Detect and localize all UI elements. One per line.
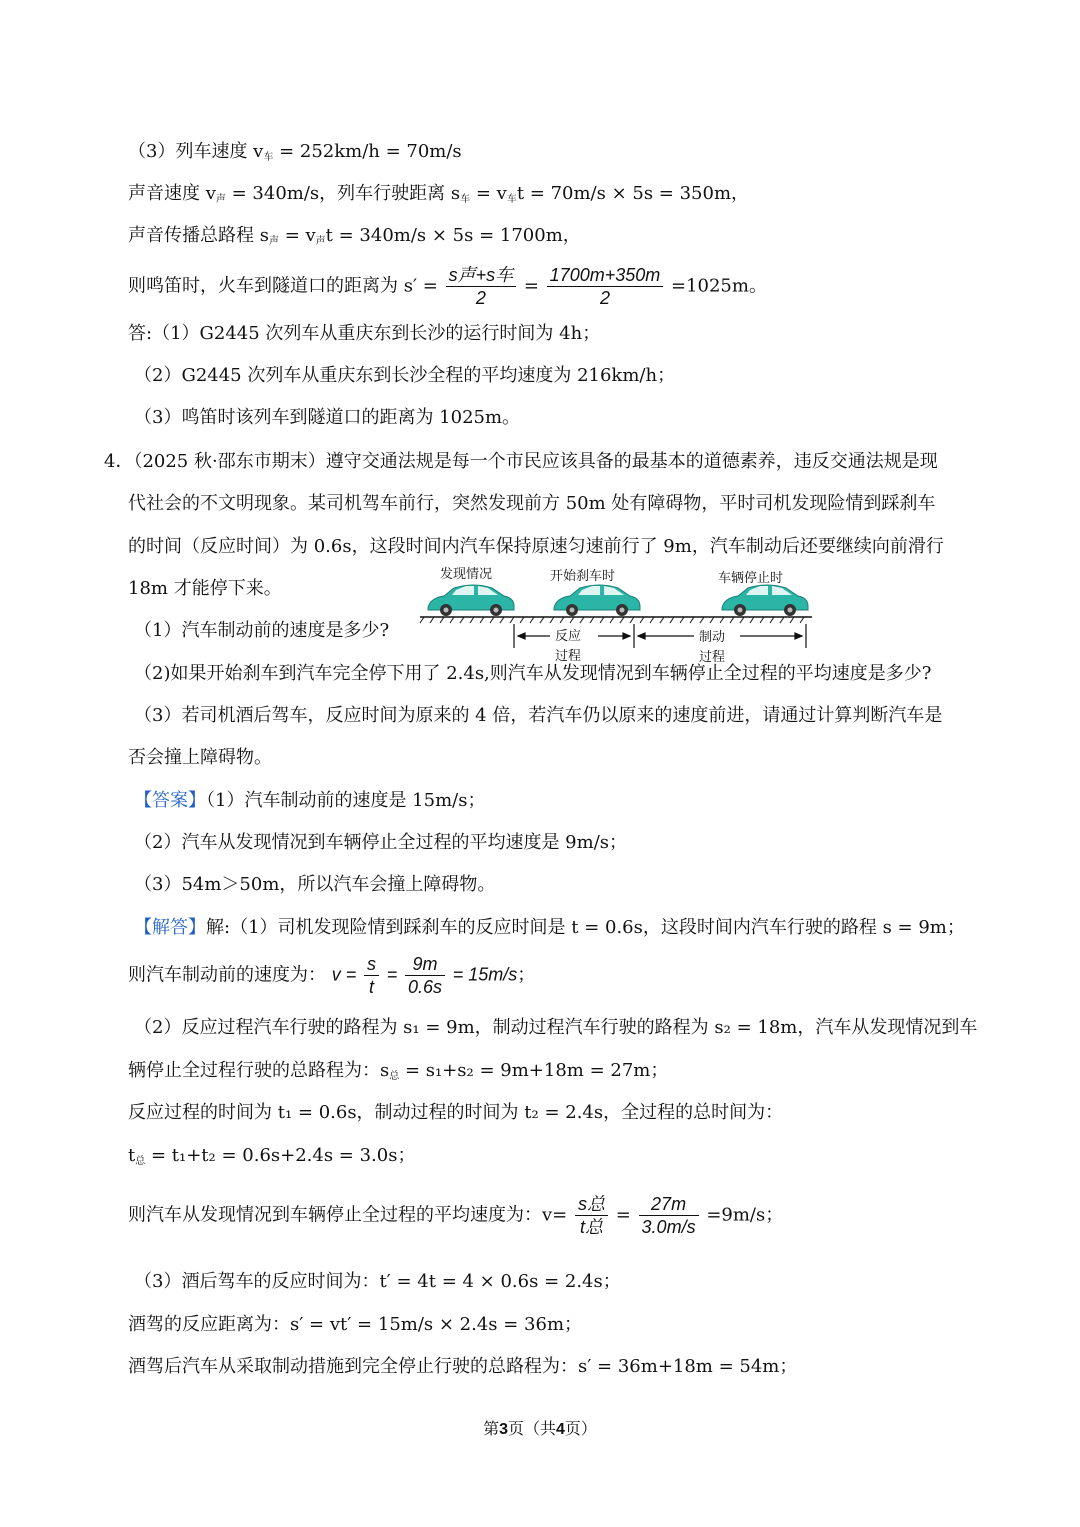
answer-summary-3: （3）鸣笛时该列车到隧道口的距离为 1025m。: [134, 407, 521, 428]
car-icon: [722, 585, 808, 616]
question-4-line-3: 的时间（反应时间）为 0.6s，这段时间内汽车保持原速匀速前行了 9m，汽车制动后还要继续向前滑行: [128, 536, 944, 557]
fraction-s-total-over-t-total: $\frac{\text{s总}}{\text{t总}}$: [575, 1193, 608, 1238]
label-start-braking: 开始刹车时: [550, 569, 616, 584]
question-4-line-4: 18m 才能停下来。: [128, 578, 282, 599]
solution-line-5: 反应过程的时间为 t₁ = 0.6s，制动过程的时间为 t₂ = 2.4s，全过程的总时间为：: [128, 1102, 784, 1123]
solution-line-sound-speed: 声音速度 $v_声 = 340m/s$，列车行驶距离 $s_车 = v_车t = 70m/s \times 5s = 350m$，: [128, 183, 750, 205]
answer-tag: 【答案】: [134, 790, 206, 811]
solution-line-7: 则汽车从发现情况到车辆停止全过程的平均速度为：v= $\frac{\text{s总}}{\text{t总}}$ = $\frac{27m}{3.0m/s}$ =9m/s；: [128, 1194, 784, 1237]
answer-line-1: 【答案】（1）汽车制动前的速度是 15m/s；: [134, 790, 486, 811]
page-number: 3: [499, 1421, 508, 1438]
solution-line-3: （2）反应过程汽车行驶的路程为 s₁ = 9m，制动过程汽车行驶的路程为 s₂ = 18m，汽车从发现情况到车: [134, 1017, 978, 1038]
answer-summary-2: （2）G2445 次列车从重庆东到长沙全程的平均速度为 216km/h；: [134, 365, 676, 386]
car-icon: [428, 585, 514, 616]
question-4-sub-3b: 否会撞上障碍物。: [128, 747, 272, 768]
solution-line-9: 酒驾的反应距离为：s′ = vt′ = 15m/s × 2.4s = 36m；: [128, 1314, 583, 1335]
question-4-sub-3a: （3）若司机酒后驾车，反应时间为原来的 4 倍，若汽车仍以原来的速度前进，请通过计算判断汽车是: [134, 705, 943, 726]
question-4-line-1: 4．（2025 秋·邵东市期末）遵守交通法规是每一个市民应该具备的最基本的道德素养，违反交通法规是现: [104, 451, 938, 472]
label-car-stopped: 车辆停止时: [718, 571, 784, 586]
fraction-9m-over-06s: $\frac{9m}{0.6s}$: [405, 953, 445, 998]
solution-line-sound-distance: 声音传播总路程 $s_声 = v_声t = 340m/s \times 5s = 1700m$，: [128, 225, 581, 247]
road-surface: [420, 617, 812, 623]
question-4-sub-2: （2)如果开始刹车到汽车完全停下用了 2.4s,则汽车从发现情况到车辆停止全过程的平均速度是多少?: [134, 663, 932, 684]
solution-line-2: 则汽车制动前的速度为： v = $\frac{s}{t}$ = $\frac{9m}{0.6s}$ = 15m/s；: [128, 954, 536, 997]
solution-tag: 【解答】: [134, 917, 206, 938]
car-icon: [554, 585, 640, 616]
question-4-sub-1: （1）汽车制动前的速度是多少?: [134, 620, 390, 641]
page-total: 4: [556, 1421, 565, 1438]
fraction-s-over-t: $\frac{s}{t}$: [364, 953, 379, 998]
fraction-sound-plus-train: $\frac{\text{s声+s车}}{2}$: [446, 264, 517, 309]
solution-line-6: $t_总 = t_1+t_2 = 0.6s+2.4s = 3.0s$；: [128, 1145, 416, 1167]
solution-line-10: 酒驾后汽车从采取制动措施到完全停止行驶的总路程为：s′ = 36m+18m = 54m；: [128, 1356, 798, 1377]
answer-line-2: （2）汽车从发现情况到车辆停止全过程的平均速度是 9m/s；: [134, 832, 627, 853]
solution-line-distance-formula: 则鸣笛时，火车到隧道口的距离为 s′ = $\frac{\text{s声+s车}}{2}$ = $\frac{1700m+350m}{2}$ =1025m。: [128, 265, 767, 308]
question-4-line-2: 代社会的不文明现象。某司机驾车前行，突然发现前方 50m 处有障碍物，平时司机发现险情到踩刹车: [128, 493, 936, 514]
fraction-numeric: $\frac{1700m+350m}{2}$: [547, 264, 664, 309]
label-braking-process: 过程: [699, 650, 726, 665]
label-reaction: 反应: [555, 629, 582, 644]
page-footer: 第3页（共4页）: [483, 1419, 597, 1438]
label-find-situation: 发现情况: [440, 567, 493, 582]
solution-line-4: 辆停止全过程行驶的总路程为：$s_总 = s_1+s_2 = 9m+18m = 27m$；: [128, 1060, 669, 1082]
answer-line-3: （3）54m＞50m，所以汽车会撞上障碍物。: [134, 874, 496, 895]
solution-line-speed-train: （3）列车速度 $v_车 = 252km/h = 70m/s$: [128, 141, 462, 163]
label-braking: 制动: [699, 630, 726, 645]
solution-line-8: （3）酒后驾车的反应时间为：t′ = 4t = 4 × 0.6s = 2.4s；: [134, 1271, 621, 1292]
label-reaction-process: 过程: [555, 649, 582, 664]
answer-summary-1: 答:（1）G2445 次列车从重庆东到长沙的运行时间为 4h；: [128, 323, 601, 344]
car-braking-diagram: [418, 562, 814, 666]
fraction-27m-over-30: $\frac{27m}{3.0m/s}$: [639, 1193, 699, 1238]
solution-line-1: 【解答】解:（1）司机发现险情到踩刹车的反应时间是 t = 0.6s，这段时间内汽车行驶的路程 s = 9m；: [134, 917, 965, 938]
